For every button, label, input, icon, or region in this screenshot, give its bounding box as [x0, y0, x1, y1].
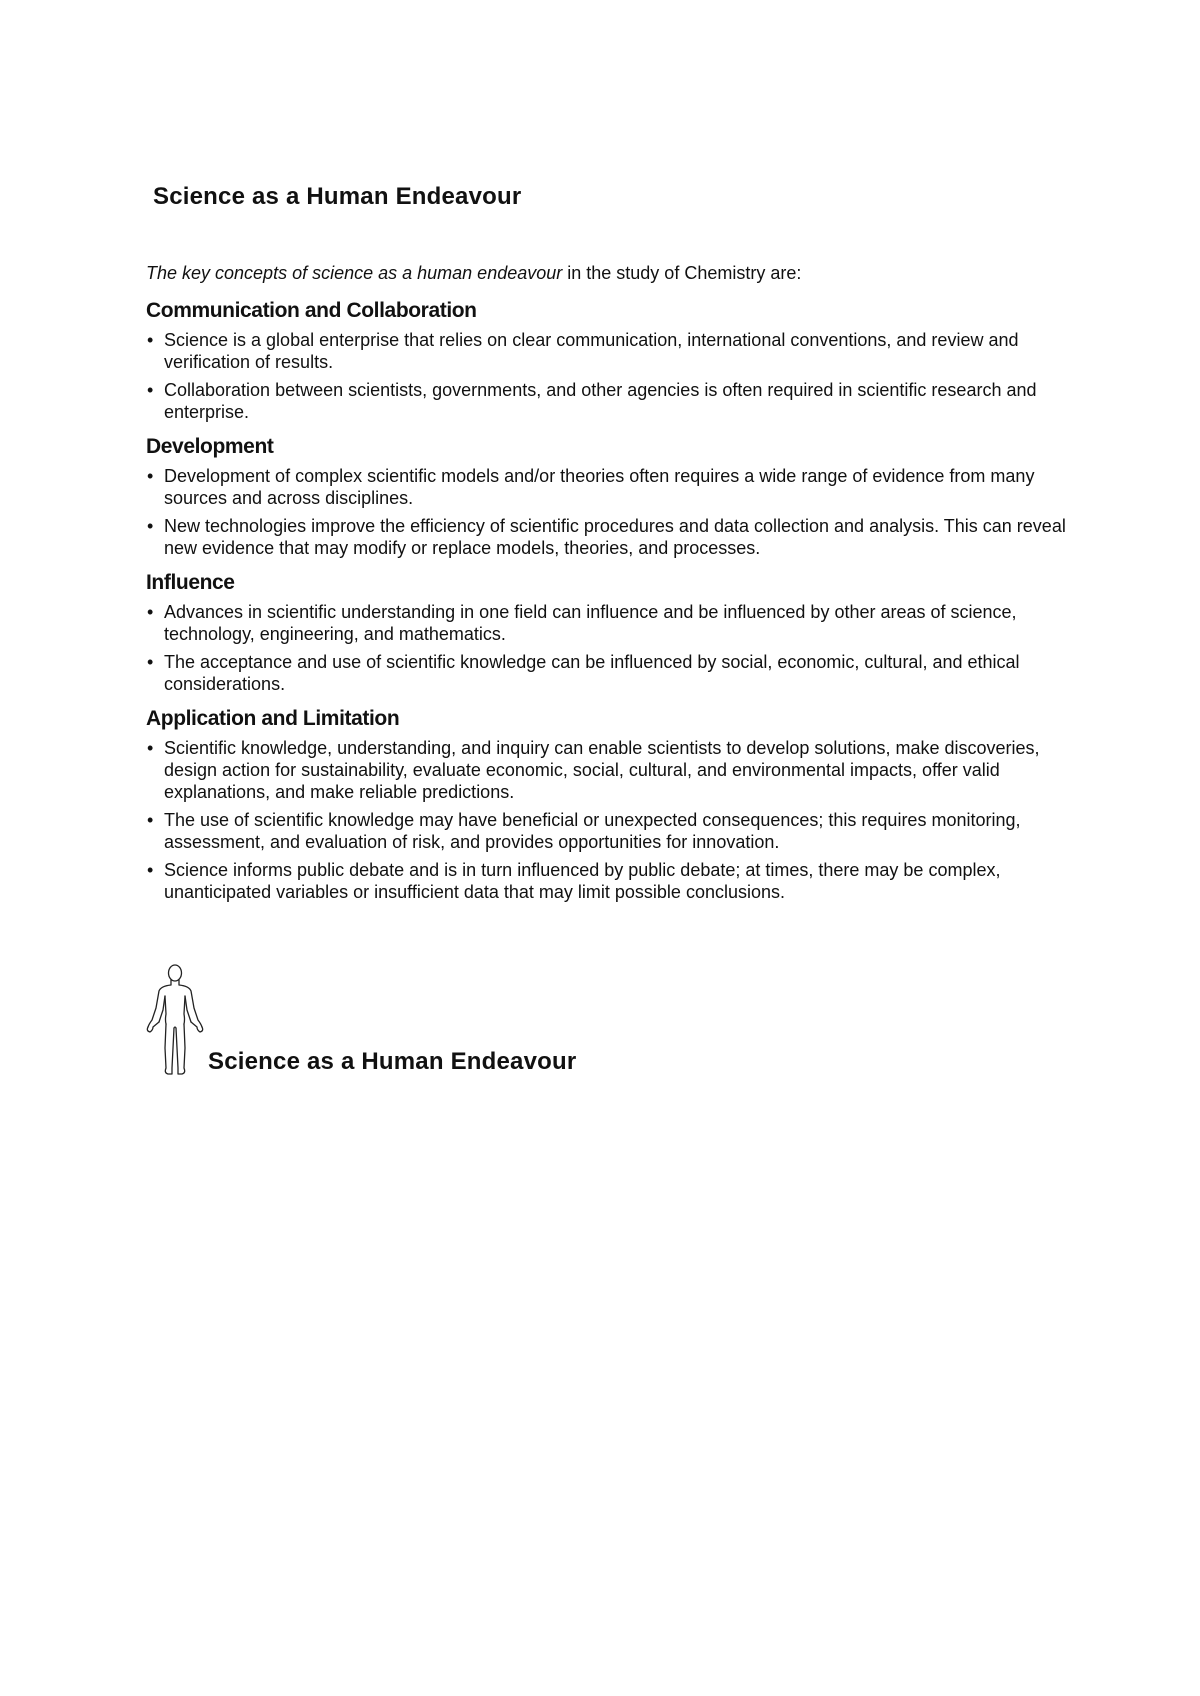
list-item-text: Advances in scientific understanding in one field can influence and be influenced by other areas of science, technology, engineering, and mathematics. — [164, 602, 1017, 644]
bullet-icon: • — [147, 466, 154, 486]
list-item-text: Science is a global enterprise that relies on clear communication, international conventions, and review and verification of results. — [164, 330, 1019, 372]
document-body — [146, 262, 1066, 915]
bullet-list-communication — [146, 329, 1066, 423]
list-item — [146, 651, 1066, 695]
page-title: Science as a Human Endeavour — [153, 183, 522, 210]
bullet-list-influence — [146, 601, 1066, 695]
list-item — [146, 515, 1066, 559]
section-heading-communication: Communication and Collaboration — [146, 299, 477, 322]
bullet-icon: • — [147, 738, 154, 758]
list-item-text: Scientific knowledge, understanding, and inquiry can enable scientists to develop solutions, make discoveries, design action for sustainability, evaluate economic, social, cultural, and environmental impacts, offer valid explanations, and make reliable predictions. — [164, 738, 1040, 802]
list-item — [146, 601, 1066, 645]
list-item — [146, 465, 1066, 509]
human-figure-icon — [144, 964, 206, 1078]
bullet-icon: • — [147, 330, 154, 350]
bullet-icon: • — [147, 516, 154, 536]
intro-paragraph — [146, 262, 1066, 284]
bullet-icon: • — [147, 810, 154, 830]
section-heading-application: Application and Limitation — [146, 707, 400, 730]
list-item — [146, 737, 1066, 803]
list-item — [146, 329, 1066, 373]
list-item-text: Development of complex scientific models and/or theories often requires a wide range of evidence from many sources and across disciplines. — [164, 466, 1035, 508]
list-item-text: New technologies improve the efficiency of scientific procedures and data collection and analysis. This can reveal new evidence that may modify or replace models, theories, and processes. — [164, 516, 1066, 558]
intro-rest: in the study of Chemistry are: — [562, 263, 802, 283]
bullet-list-application — [146, 737, 1066, 903]
section-heading-development: Development — [146, 435, 274, 458]
list-item — [146, 809, 1066, 853]
footer-figure-block — [144, 964, 744, 1084]
bullet-icon: • — [147, 602, 154, 622]
section-heading-influence: Influence — [146, 571, 235, 594]
bullet-icon: • — [147, 652, 154, 672]
intro-italic: The key concepts of science as a human endeavour — [146, 263, 563, 283]
footer-title: Science as a Human Endeavour — [208, 1048, 577, 1075]
bullet-icon: • — [147, 380, 154, 400]
list-item-text: Collaboration between scientists, governments, and other agencies is often required in scientific research and enterprise. — [164, 380, 1037, 422]
list-item — [146, 379, 1066, 423]
bullet-icon: • — [147, 860, 154, 880]
list-item-text: The use of scientific knowledge may have beneficial or unexpected consequences; this requires monitoring, assessment, and evaluation of risk, and provides opportunities for innovation. — [164, 810, 1021, 852]
bullet-list-development — [146, 465, 1066, 559]
list-item — [146, 859, 1066, 903]
list-item-text: Science informs public debate and is in turn influenced by public debate; at times, there may be complex, unanticipated variables or insufficient data that may limit possible conclusions. — [164, 860, 1001, 902]
list-item-text: The acceptance and use of scientific knowledge can be influenced by social, economic, cultural, and ethical considerations. — [164, 652, 1020, 694]
